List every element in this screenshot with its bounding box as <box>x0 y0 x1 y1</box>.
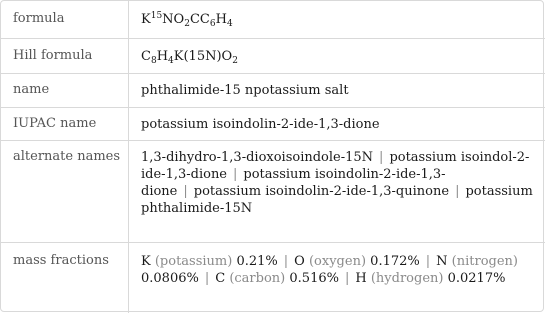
row-mass-fractions <box>1 242 545 313</box>
row-label-name: name <box>13 82 50 97</box>
alternate-names-value <box>141 149 537 217</box>
separator: | <box>233 167 238 182</box>
alternate-name: 1,3-dihydro-1,3-dioxoisoindole-15N <box>141 150 374 165</box>
mass-fraction: 0.516% <box>289 271 339 286</box>
row-formula <box>1 1 545 38</box>
mass-fraction: 0.21% <box>236 254 278 269</box>
element-symbol: H <box>355 271 367 286</box>
alternate-name: potassium isoindolin-2-ide-1,3-quinone <box>193 184 450 199</box>
row-label-formula: formula <box>13 11 65 26</box>
row-alternate-names <box>1 140 545 242</box>
row-label-hill-formula: Hill formula <box>13 48 93 63</box>
hill-formula-value: $C_8H_4K(15N)O_2$ <box>141 49 238 66</box>
element-name: (nitrogen) <box>451 254 518 269</box>
mass-fraction: 0.0806% <box>141 271 199 286</box>
element-name: (hydrogen) <box>370 271 444 286</box>
separator: | <box>425 254 431 269</box>
mass-fractions-value <box>141 253 537 287</box>
element-name: (potassium) <box>154 254 233 269</box>
element-symbol: N <box>436 254 448 269</box>
row-label-alternate-names: alternate names <box>13 149 121 164</box>
separator: | <box>455 184 460 199</box>
separator: | <box>344 271 350 286</box>
mass-fraction: 0.0217% <box>447 271 506 286</box>
alternate-name: potassium isoindol-2-ide-1,3-dione <box>141 150 530 182</box>
separator: | <box>204 271 210 286</box>
name-value: phthalimide-15 npotassium salt <box>141 83 349 98</box>
element-name: (carbon) <box>229 271 286 286</box>
row-label-iupac-name: IUPAC name <box>13 116 97 131</box>
row-hill-formula <box>1 38 545 73</box>
alternate-name: potassium phthalimide-15N <box>141 184 533 216</box>
alternate-name: potassium isoindolin-2-ide-1,3-dione <box>141 167 446 199</box>
element-name: (oxygen) <box>308 254 367 269</box>
separator: | <box>283 254 289 269</box>
iupac-name-value: potassium isoindolin-2-ide-1,3-dione <box>141 117 380 132</box>
separator: | <box>379 150 384 165</box>
element-symbol: C <box>215 271 226 286</box>
separator: | <box>183 184 188 199</box>
mass-fraction: 0.172% <box>370 254 420 269</box>
formula-value: $K^{15}NO_2CC_6H_4$ <box>141 11 233 29</box>
row-name <box>1 73 545 107</box>
element-symbol: K <box>141 254 151 269</box>
element-symbol: O <box>294 254 305 269</box>
row-label-mass-fractions: mass fractions <box>13 253 109 268</box>
row-iupac-name <box>1 107 545 140</box>
